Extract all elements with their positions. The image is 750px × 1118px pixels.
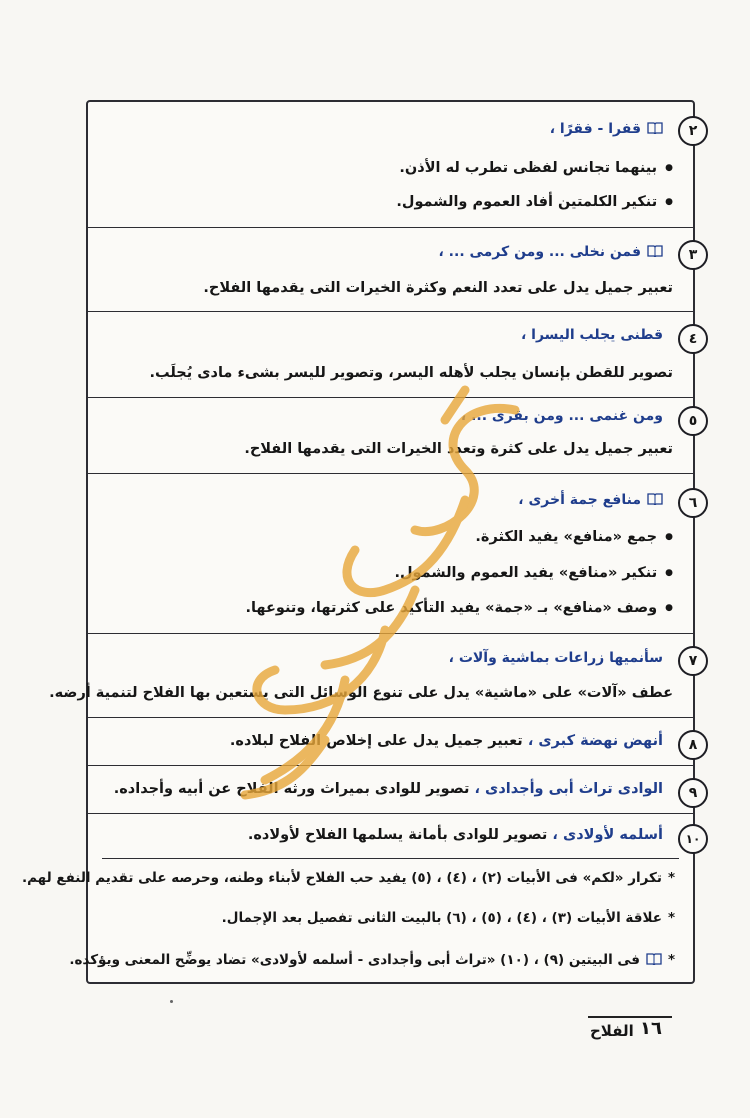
section-number: ٧ <box>678 646 708 676</box>
section-6 <box>88 474 698 634</box>
section-number: ٨ <box>678 730 708 760</box>
section-heading-text: فمن نخلى ... ومن كرمى ... ، <box>438 244 641 260</box>
note-line <box>22 870 675 886</box>
section-5 <box>88 398 698 474</box>
page-number: ١٦ <box>640 1018 662 1039</box>
section-number: ٥ <box>678 406 708 436</box>
section-line: ● وصف «منافع» بـ «جمة» يفيد التأكيد على كثرتها، وتنوعها. <box>245 600 673 616</box>
section-line <box>114 781 663 797</box>
note-line <box>222 910 675 926</box>
section-number: ٩ <box>678 778 708 808</box>
section-line <box>248 827 663 843</box>
section-heading: الوادى تراث أبى وأجدادى ، <box>474 781 663 797</box>
section-8 <box>88 718 698 766</box>
section-2 <box>88 102 698 228</box>
section-heading: سأنميها زراعات بماشية وآلات ، <box>448 650 663 666</box>
star-bullet-icon: * <box>667 870 675 886</box>
note-line <box>69 952 675 968</box>
section-line: عطف «آلات» على «ماشية» يدل على تنوع الوسائل التى يستعين بها الفلاح لتنمية أرضه. <box>49 685 673 701</box>
section-line: ● تنكير «منافع» يفيد العموم والشمول. <box>394 565 673 581</box>
section-4 <box>88 312 698 398</box>
section-number: ٢ <box>678 116 708 146</box>
note-text: علاقة الأبيات (٣) ، (٤) ، (٥) ، (٦) بالبيت الثانى تفصيل بعد الإجمال. <box>221 910 662 926</box>
section-text: تصوير للوادى بميراث ورثه الفلاح عن أبيه وأجداده. <box>113 781 470 797</box>
section-line: ● جمع «منافع» يفيد الكثرة. <box>475 529 673 545</box>
footer-title: الفلاح <box>590 1022 634 1040</box>
star-bullet-icon: * <box>667 910 675 926</box>
section-line: ● تنكير الكلمتين أفاد العموم والشمول. <box>396 194 673 210</box>
book-icon <box>647 122 663 134</box>
section-heading: ومن غنمى ... ومن بقرى ... ، <box>460 408 663 424</box>
section-heading: أسلمه لأولادى ، <box>552 827 663 843</box>
note-text: فى البيتين (٩) ، (١٠) «تراث أبى وأجدادى - أسلمه لأولادى» تضاد يوضِّح المعنى ويؤكده. <box>69 952 640 968</box>
note-text: تكرار «لكم» فى الأبيات (٢) ، (٤) ، (٥) يفيد حب الفلاح لأبناء وطنه، وحرصه على تقديم النفع لهم. <box>21 870 662 886</box>
section-number: ٣ <box>678 240 708 270</box>
section-text: تعبير جميل يدل على إخلاص الفلاح لبلاده. <box>229 733 523 749</box>
section-line: ● بينهما تجانس لفظى تطرب له الأذن. <box>399 160 673 176</box>
section-line: تعبير جميل يدل على كثرة وتعدد الخيرات التى يقدمها الفلاح. <box>244 441 673 457</box>
notes-divider <box>102 858 679 859</box>
section-heading <box>518 492 663 508</box>
section-line <box>230 733 663 749</box>
section-heading <box>438 244 663 260</box>
section-10 <box>21 814 701 984</box>
section-heading-text: قفرا - فقرًا ، <box>549 121 641 137</box>
section-heading-text: منافع جمة أخرى ، <box>518 492 641 508</box>
section-line: تعبير جميل يدل على تعدد النعم وكثرة الخيرات التى يقدمها الفلاح. <box>203 280 673 296</box>
section-number: ١٠ <box>678 824 708 854</box>
book-icon <box>646 953 662 965</box>
section-number: ٤ <box>678 324 708 354</box>
section-heading <box>550 121 663 137</box>
stray-dot <box>170 1000 173 1003</box>
section-9 <box>88 766 698 814</box>
section-number: ٦ <box>678 488 708 518</box>
section-heading: أنهض نهضة كبرى ، <box>527 733 663 749</box>
section-heading: قطنى يجلب اليسرا ، <box>520 327 663 343</box>
book-icon <box>647 245 663 257</box>
section-7 <box>49 634 698 718</box>
section-text: تصوير للوادى بأمانة يسلمها الفلاح لأولاده. <box>247 827 548 843</box>
book-icon <box>647 493 663 505</box>
star-bullet-icon: * <box>667 952 675 968</box>
section-line: تصوير للقطن بإنسان يجلب لأهله اليسر، وتصوير لليسر بشىء مادى يُجلَب. <box>149 365 673 381</box>
section-3 <box>88 228 698 312</box>
content-frame <box>21 100 701 984</box>
